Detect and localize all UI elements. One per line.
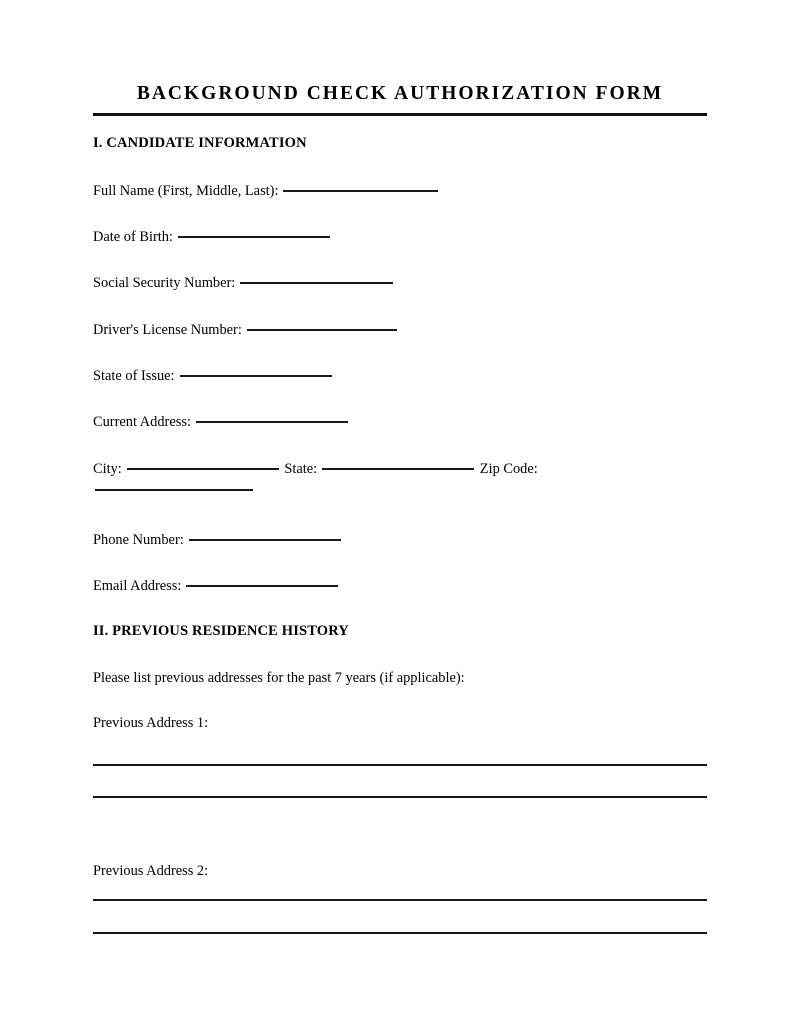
page-title: BACKGROUND CHECK AUTHORIZATION FORM: [136, 83, 664, 104]
field-input-zip-code[interactable]: [95, 489, 253, 491]
field-row-full-name: [93, 181, 733, 202]
field-row-social-security-number: [93, 273, 733, 294]
field-input-previous-address-2-line-2[interactable]: [93, 932, 707, 934]
field-row-current-address: [93, 412, 733, 433]
field-input-city[interactable]: [127, 468, 279, 470]
field-label-state: State:: [284, 461, 318, 477]
field-input-previous-address-1-line-2[interactable]: [93, 796, 707, 798]
title-divider: [93, 113, 707, 116]
section-heading-previous-residence-history: II. PREVIOUS RESIDENCE HISTORY: [93, 623, 349, 639]
field-label-previous-address-1: Previous Address 1:: [93, 715, 209, 731]
field-input-full-name[interactable]: [283, 190, 438, 192]
field-row-city-state-zip: [93, 459, 573, 501]
field-label-email-address: Email Address:: [93, 578, 182, 594]
field-row-state-of-issue: [93, 366, 733, 387]
instruction-previous-addresses: Please list previous addresses for the past 7 years (if applicable):: [93, 670, 465, 686]
field-label-current-address: Current Address:: [93, 414, 191, 430]
field-label-phone-number: Phone Number:: [93, 532, 184, 548]
field-input-social-security-number[interactable]: [240, 282, 393, 284]
field-label-full-name: Full Name (First, Middle, Last):: [93, 183, 279, 199]
field-label-previous-address-2: Previous Address 2:: [93, 863, 209, 879]
field-input-email-address[interactable]: [186, 585, 338, 587]
field-input-state[interactable]: [322, 468, 474, 470]
field-label-state-of-issue: State of Issue:: [93, 368, 175, 384]
field-input-previous-address-2-line-1[interactable]: [93, 899, 707, 901]
field-row-date-of-birth: [93, 227, 733, 248]
field-input-drivers-license-number[interactable]: [247, 329, 397, 331]
field-row-email-address: [93, 576, 733, 597]
field-label-social-security-number: Social Security Number:: [93, 275, 236, 291]
field-row-phone-number: [93, 530, 733, 551]
field-input-current-address[interactable]: [196, 421, 348, 423]
section-heading-candidate-information: I. CANDIDATE INFORMATION: [93, 135, 307, 151]
field-input-state-of-issue[interactable]: [180, 375, 332, 377]
field-input-date-of-birth[interactable]: [178, 236, 330, 238]
field-row-drivers-license-number: [93, 320, 733, 341]
field-input-phone-number[interactable]: [189, 539, 341, 541]
field-label-city: City:: [93, 461, 122, 477]
field-input-previous-address-1-line-1[interactable]: [93, 764, 707, 766]
field-label-zip-code: Zip Code:: [479, 461, 538, 477]
field-label-date-of-birth: Date of Birth:: [93, 229, 173, 245]
field-label-drivers-license-number: Driver's License Number:: [93, 322, 242, 338]
